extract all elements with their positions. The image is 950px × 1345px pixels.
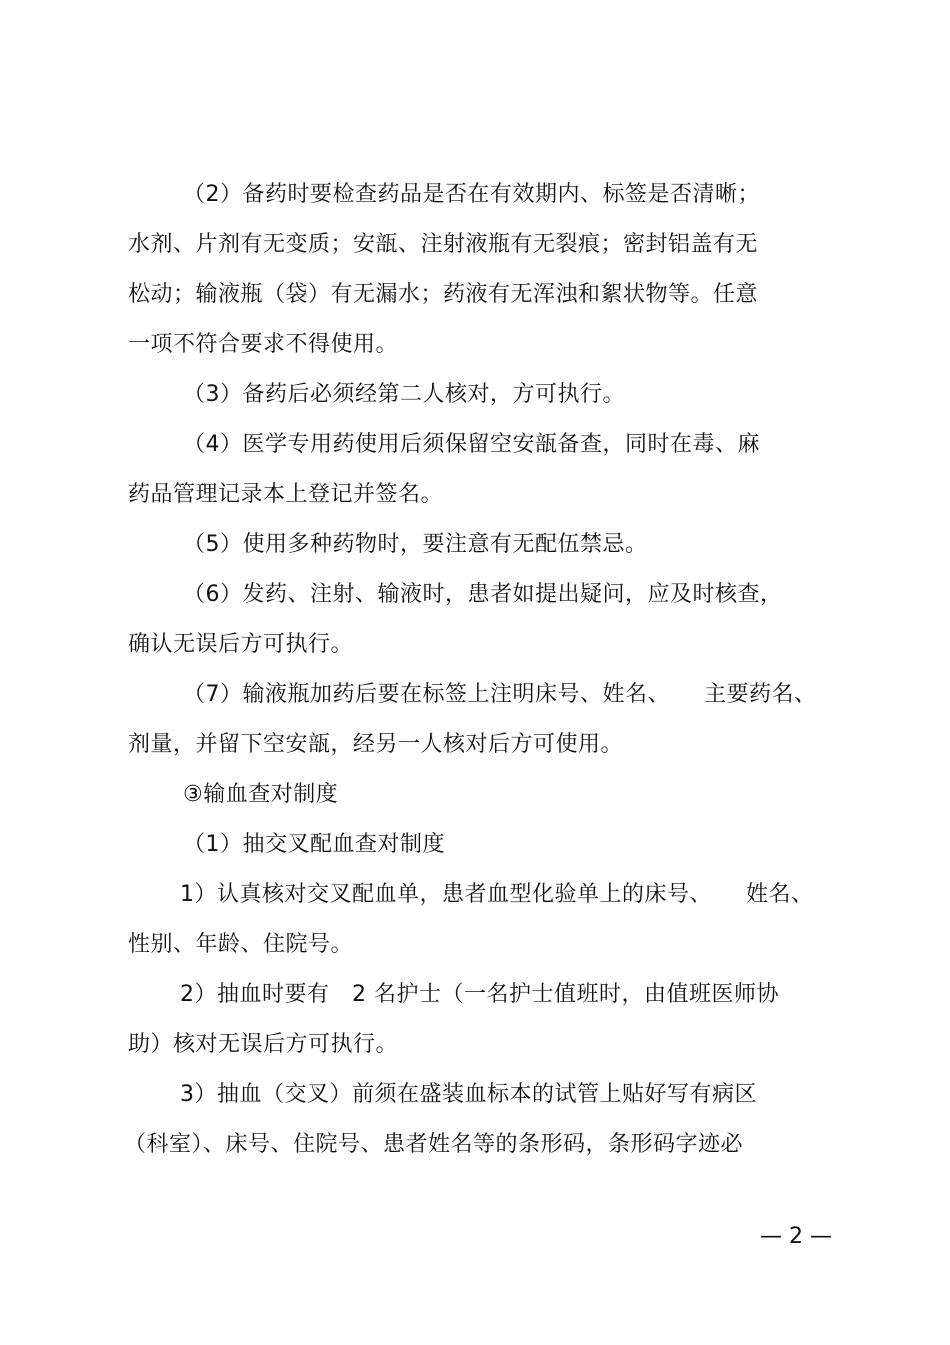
text-line: 药品管理记录本上登记并签名。 bbox=[128, 482, 444, 507]
text-line: （3）备药后必须经第二人核对，方可执行。 bbox=[183, 382, 625, 407]
text-line: （7）输液瓶加药后要在标签上注明床号、姓名、 主要药名、 bbox=[183, 682, 817, 707]
text-line: 助）核对无误后方可执行。 bbox=[128, 1032, 399, 1057]
text-line: （科室）、床号、住院号、患者姓名等的条形码，条形码字迹必 bbox=[124, 1132, 744, 1157]
text-line: 松动；输液瓶（袋）有无漏水；药液有无浑浊和絮状物等。任意 bbox=[128, 282, 759, 307]
text-line: 剂量，并留下空安瓿，经另一人核对后方可使用。 bbox=[128, 732, 624, 757]
text-line: 3）抽血（交叉）前须在盛装血标本的试管上贴好写有病区 bbox=[180, 1082, 757, 1107]
text-line: 2）抽血时要有 2 名护士（一名护士值班时，由值班医师协 bbox=[180, 982, 779, 1007]
text-line: （2）备药时要检查药品是否在有效期内、标签是否清晰； bbox=[183, 182, 760, 207]
text-line: （5）使用多种药物时，要注意有无配伍禁忌。 bbox=[183, 532, 648, 557]
text-line: 水剂、片剂有无变质；安瓿、注射液瓶有无裂痕；密封铝盖有无 bbox=[128, 232, 759, 257]
text-line: 性别、年龄、住院号。 bbox=[128, 932, 354, 957]
text-line: 1）认真核对交叉配血单，患者血型化验单上的床号、 姓名、 bbox=[180, 882, 814, 907]
section-heading: ③输血查对制度 bbox=[183, 782, 339, 807]
text-line: 一项不符合要求不得使用。 bbox=[128, 332, 399, 357]
text-line: （4）医学专用药使用后须保留空安瓿备查，同时在毒、麻 bbox=[183, 432, 760, 457]
text-line: （6）发药、注射、输液时，患者如提出疑问，应及时核查， bbox=[183, 582, 783, 607]
text-line: 确认无误后方可执行。 bbox=[128, 632, 354, 657]
page-number: — 2 — bbox=[760, 1224, 832, 1249]
subsection-heading: （1）抽交叉配血查对制度 bbox=[183, 832, 445, 857]
